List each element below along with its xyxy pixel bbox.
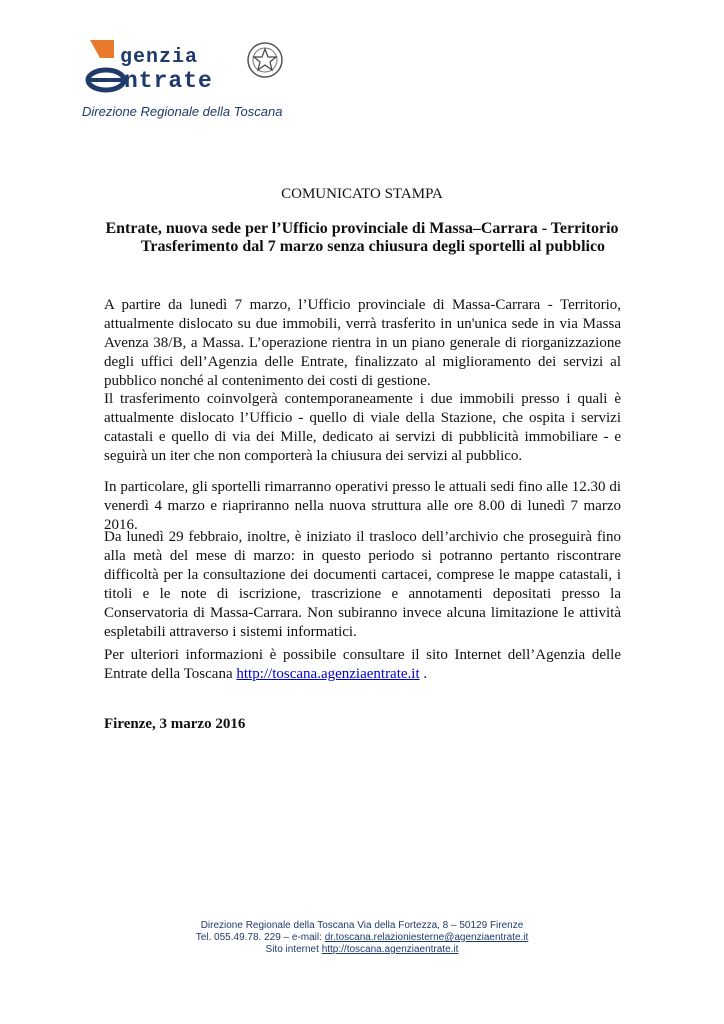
closing-paragraph bbox=[104, 646, 621, 684]
footer-email-link[interactable]: dr.toscana.relazioniesterne@agenziaentrate.it bbox=[324, 932, 529, 943]
website-link[interactable]: http://toscana.agenziaentrate.it bbox=[236, 666, 420, 682]
footer bbox=[0, 920, 724, 956]
region-header: Direzione Regionale della Toscana bbox=[82, 104, 283, 119]
paragraph: Il trasferimento coinvolgerà contemporaneamente i due immobili presso i quali è attualmente dislocato l’Ufficio - quello di viale della Stazione, che ospita i servizi catastali e quello di via dei Mille, dedicato ai servizi di pubblicità immobiliare - e seguirà un iter che non comporterà la chiusura dei servizi al pubblico. bbox=[104, 391, 621, 464]
closing-text: Per ulteriori informazioni è possibile consultare il sito Internet dell’Agenzia delle Entrate della Toscana bbox=[104, 647, 621, 682]
dateline: Firenze, 3 marzo 2016 bbox=[104, 716, 246, 732]
footer-tel: Tel. 055.49.78. 229 – e-mail: bbox=[195, 932, 325, 943]
paragraph: A partire da lunedì 7 marzo, l’Ufficio provinciale di Massa-Carrara - Territorio, attualmente dislocato su due immobili, verrà trasferito in un'unica sede in via Massa Avenza 38/B, a Massa. L’operazione rientra in un piano generale di riorganizzazione degli uffici dell’Agenzia delle Entrate, finalizzato al miglioramento dei servizi al pubblico nonché al contenimento dei costi di gestione. bbox=[104, 297, 621, 389]
document-kind: COMUNICATO STAMPA bbox=[281, 186, 443, 202]
title-line-1: Entrate, nuova sede per l’Ufficio provinciale di Massa–Carrara - Territorio bbox=[105, 220, 619, 237]
logo-text-line2: ntrate bbox=[124, 68, 213, 94]
italian-emblem-icon bbox=[246, 40, 284, 80]
footer-contact bbox=[0, 932, 724, 944]
paragraph: In particolare, gli sportelli rimarranno operativi presso le attuali sedi fino alle 12.30 di venerdì 4 marzo e riapriranno nella nuova struttura alle ore 8.00 di lunedì 7 marzo 2016. bbox=[104, 479, 621, 533]
logo-text-line1: genzia bbox=[120, 46, 199, 69]
footer-site-link[interactable]: http://toscana.agenziaentrate.it bbox=[321, 944, 459, 955]
agenzia-entrate-logo bbox=[84, 40, 284, 100]
footer-site-label: Sito internet bbox=[265, 944, 322, 955]
title-line-2: Trasferimento dal 7 marzo senza chiusura degli sportelli al pubblico bbox=[140, 238, 606, 255]
closing-end: . bbox=[419, 666, 428, 682]
footer-address: Direzione Regionale della Toscana Via della Fortezza, 8 – 50129 Firenze bbox=[200, 920, 524, 931]
footer-site bbox=[0, 944, 724, 956]
paragraph: Da lunedì 29 febbraio, inoltre, è iniziato il trasloco dell’archivio che proseguirà fino alla metà del mese di marzo: in questo periodo si potranno pertanto riscontrare difficoltà per la consultazione dei documenti cartacei, comprese le mappe catastali, i titoli e le note di iscrizione, trascrizione e annotamenti depositati presso la Conservatoria di Massa-Carrara. Non subiranno invece alcuna limitazione le attività espletabili attraverso i sistemi informatici. bbox=[104, 529, 621, 640]
